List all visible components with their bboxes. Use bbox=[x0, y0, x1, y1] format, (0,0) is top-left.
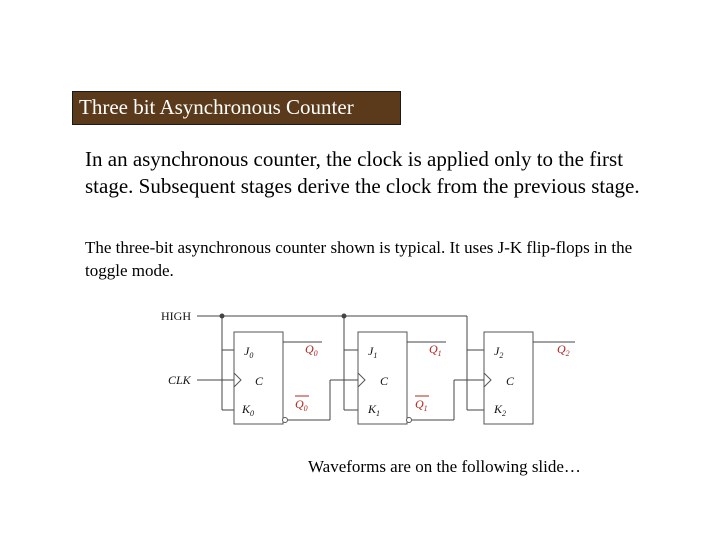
ff0-j-label: $J_0$ bbox=[244, 344, 254, 360]
ff2-c-label: C bbox=[506, 374, 515, 388]
slide-title: Three bit Asynchronous Counter bbox=[72, 91, 401, 125]
next-slide-note: Waveforms are on the following slide… bbox=[308, 457, 581, 476]
ff1-j-label: $J_1$ bbox=[368, 344, 378, 360]
clk-label: CLK bbox=[168, 373, 191, 387]
ff1-c-label: C bbox=[380, 374, 389, 388]
ff2-j-label: $J_2$ bbox=[494, 344, 504, 360]
ff0-c-label: C bbox=[255, 374, 264, 388]
ff2-q-label: $Q_2$ bbox=[557, 342, 570, 358]
ff2-k-label: $K_2$ bbox=[494, 402, 507, 418]
ff0-qbar-label: $Q_0$ bbox=[295, 397, 308, 413]
ff0-q-label: $Q_0$ bbox=[305, 342, 318, 358]
intro-paragraph: In an asynchronous counter, the clock is applied only to the first stage. Subsequent stages derive the clock from the previous stage. bbox=[85, 147, 640, 198]
ff1-q-label: $Q_1$ bbox=[429, 342, 442, 358]
high-label: HIGH bbox=[161, 309, 191, 323]
ff0-k-label: $K_0$ bbox=[242, 402, 255, 418]
ff1-k-label: $K_1$ bbox=[368, 402, 381, 418]
description-paragraph: The three-bit asynchronous counter shown is typical. It uses J-K flip-flops in the toggle mode. bbox=[85, 238, 633, 280]
ff1-qbar-label: $Q_1$ bbox=[415, 397, 428, 413]
